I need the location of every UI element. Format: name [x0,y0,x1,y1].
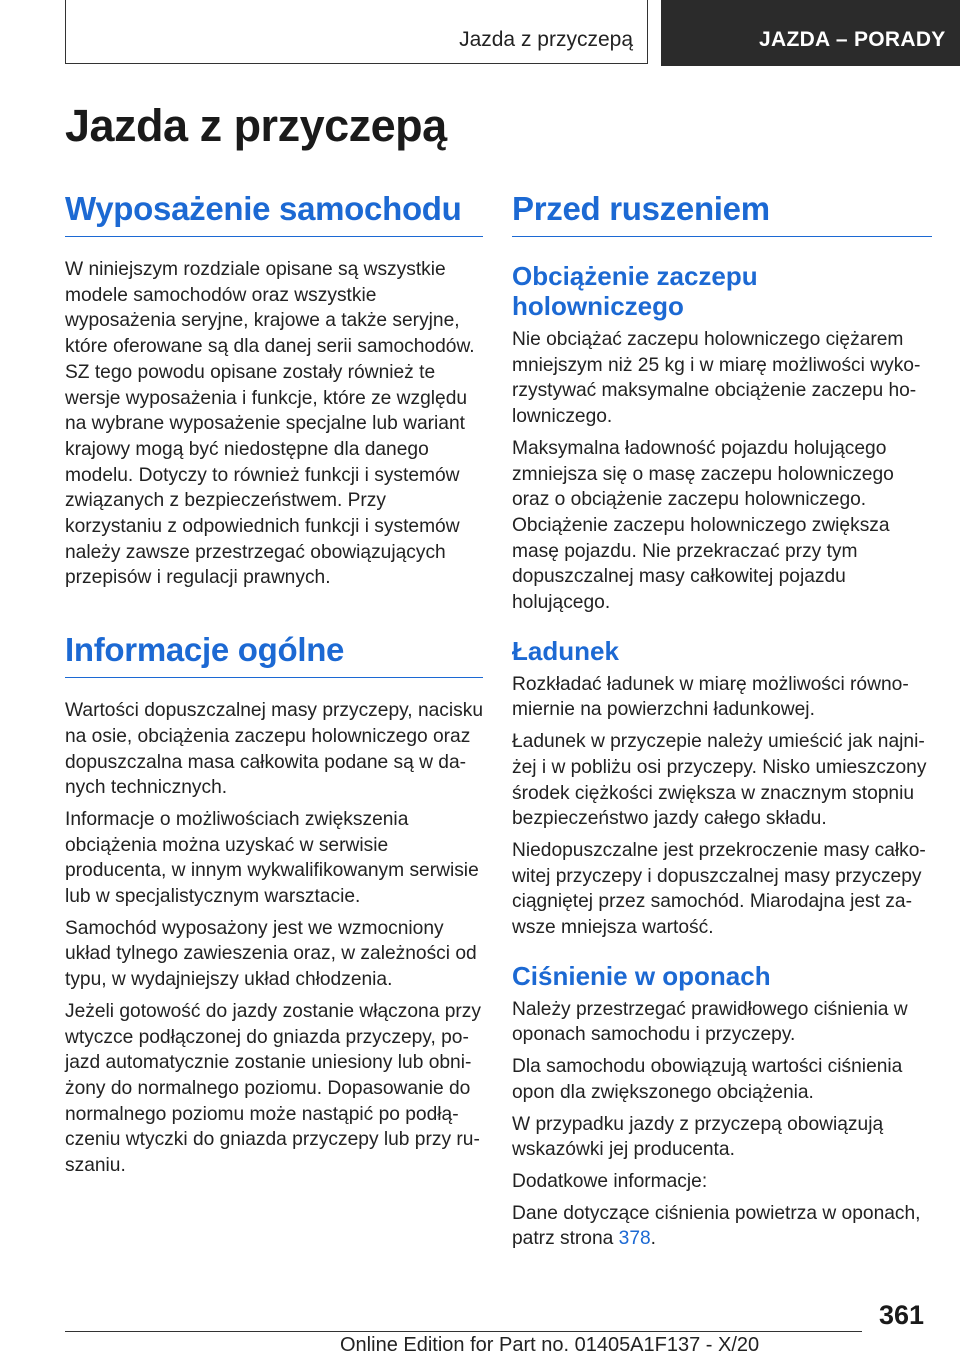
subheading-tire-pressure: Ciśnienie w oponach [512,960,771,991]
left-column [65,190,483,1179]
paragraph: Nie obciążać zaczepu holowniczego ciężarem mniejszym niż 25 kg i w miarę możliwości wykorzystywać maksymalne obciążenie zaczepu holowniczego. [512,329,921,428]
edition-text: Online Edition for Part no. 01405A1F137 - X/20 [340,1334,760,1356]
heading-before-driving: Przed ruszeniem [512,190,932,237]
paragraph: Niedopuszczalne jest przekroczenie masy całkowitej przyczepy i dopuszczalnej masy przyczepy ciągniętej przez samochód. Miarodajna jest zawsze mniejsza wartość. [512,839,926,939]
heading-general-info: Informacje ogólne [65,631,483,678]
page-reference-link[interactable]: 378 [618,1228,651,1250]
header-section-title: Jazda z przyczepą [459,28,633,51]
paragraph: Maksymalna ładowność pojazdu holującego zmniejsza się o masę zaczepu holowniczego oraz o obciążenie zaczepu holowniczego. Obciążenie zaczepu holowniczego zwiększa masę pojazdu. Nie przekraczać przy tym dopuszczalnej masy całkowitej pojazdu holującego. [512,437,894,614]
subheading-cargo: Ładunek [512,635,619,666]
paragraph: Ładunek w przyczepie należy umieścić jak najniżej i w pobliżu osi przyczepy. Nisko umieszczony środek ciężkości zwiększa w znacznym stopniu bezpieczeństwo jazdy całego składu. [512,731,927,830]
paragraph: Należy przestrzegać prawidłowego ciśnienia w oponach samochodu i przyczepy. [512,998,908,1046]
paragraph: W niniejszym rozdziale opisane są wszystkie modele samochodów oraz wszystkie wyposażenia seryjne, krajowe a także seryjne, które oferowane są dla danej serii samochodów. SZ tego powodu opisane zostały również te wersje wyposażenia i funkcje, które ze względu na wybrane wyposażenie specjalne lub wariant krajowy mogą być niedostępne dla danego modelu. Dotyczy to również funkcji i systemów związanych z bezpieczeństwem. Przy korzystaniu z odpowiednich funkcji i systemów należy zawsze przestrzegać obowiązujących przepisów i regulacji prawnych. [65,259,475,589]
heading-equipment: Wyposażenie samochodu [65,190,483,237]
paragraph: Rozkładać ładunek w miarę możliwości równomiernie na powierzchni ładunkowej. [512,673,909,721]
paragraph-tire-pressure-ref [512,1201,932,1252]
paragraph: Dodatkowe informacje: [512,1170,708,1192]
footer-divider [65,1331,862,1332]
chapter-tab-label: JAZDA – PORADY [759,28,946,51]
paragraph: Dla samochodu obowiązują wartości ciśnienia opon dla zwiększonego obciążenia. [512,1056,903,1103]
paragraph: Wartości dopuszczalnej masy przyczepy, nacisku na osie, obciążenia zaczepu holowniczego oraz dopuszczalna masa całkowita podane są w danych technicznych. [65,700,484,799]
page-title: Jazda z przyczepą [65,100,447,151]
paragraph: Informacje o możliwościach zwiększenia obciążenia można uzyskać w serwisie producenta, w innym wykwalifikowanym serwisie lub w specjalistycznym warsztacie. [65,808,479,908]
ref-end: . [650,1228,657,1250]
page-number: 361 [878,1300,924,1330]
paragraph: Jeżeli gotowość do jazdy zostanie włączona przy wtyczce podłączonej do gniazda przyczepy, pojazd automatycznie zostanie uniesiony lub obniżony do normalnego poziomu. Dopasowanie do normalnego poziomu może nastąpić po podłączeniu wtyczki do gniazda przyczepy lub przy ruszaniu. [65,1000,481,1177]
ref-text: Dane dotyczące ciśnienia powietrza w oponach, patrz strona [512,1202,921,1250]
paragraph: Samochód wyposażony jest we wzmocniony układ tylnego zawieszenia oraz, w zależności od typu, w wydajniejszy układ chłodzenia. [65,917,477,991]
right-column [512,190,932,1252]
header-box [65,0,648,64]
paragraph: W przypadku jazdy z przyczepą obowiązują wskazówki jej producenta. [512,1113,884,1161]
subheading-hitch-load: Obciążenie zaczepu holowniczego [512,261,758,321]
chapter-tab [661,0,960,66]
